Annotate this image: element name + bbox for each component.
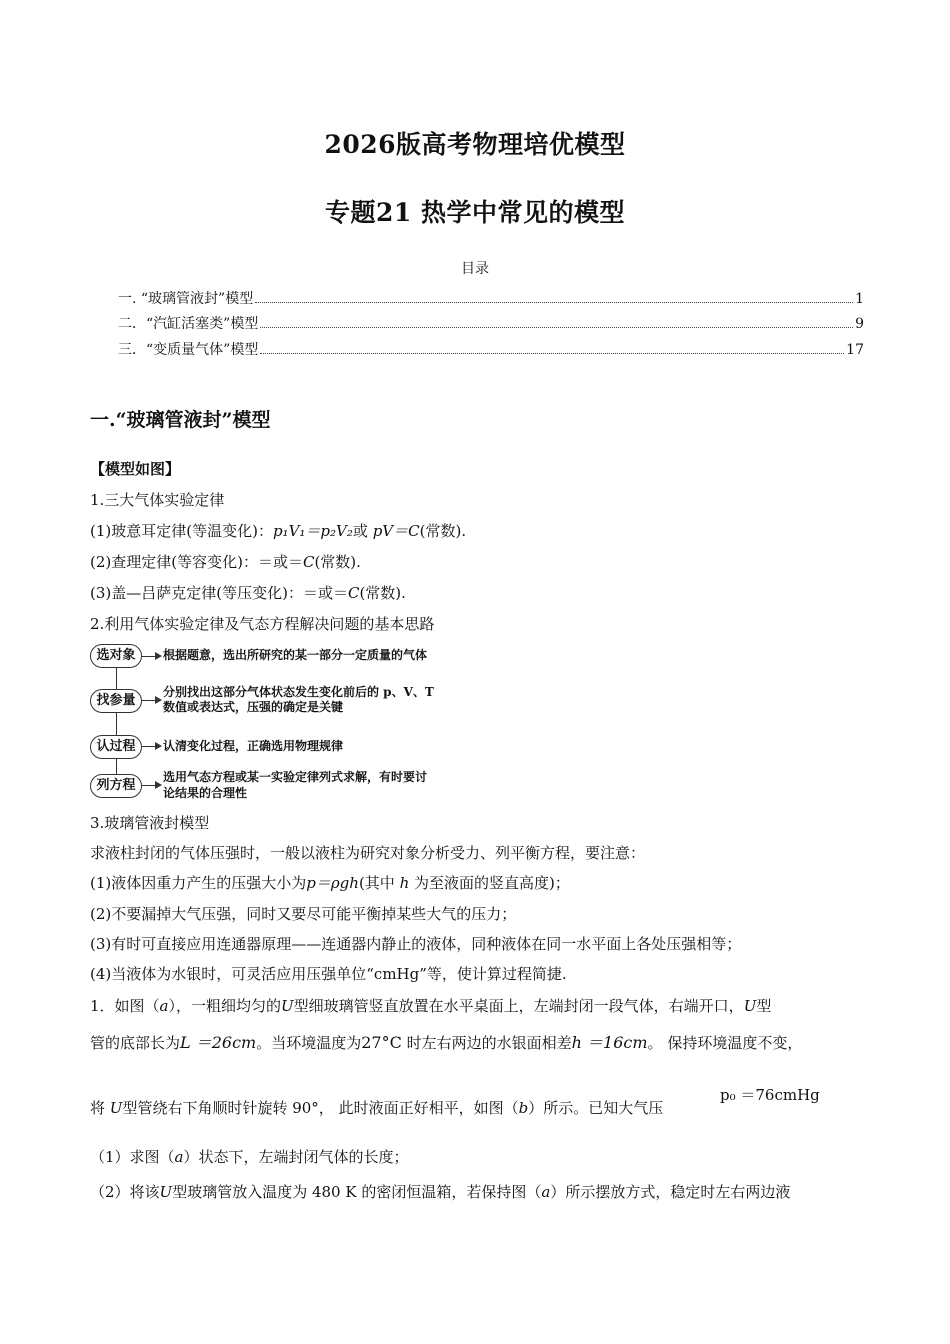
flow-text: 数值或表达式，压强的确定是关键 — [163, 700, 344, 714]
flow-node: 选对象 — [90, 644, 142, 668]
arrow-right-icon — [142, 656, 160, 657]
flow-text: 论结果的合理性 — [163, 786, 248, 800]
flow-node: 列方程 — [90, 774, 142, 798]
equation: p₀ ＝76cmHg — [720, 1086, 820, 1104]
toc-leader — [255, 301, 853, 303]
flow-text: 选用气态方程或某一实验定律列式求解，有时要讨 — [163, 770, 428, 784]
section-heading: 一.“玻璃管液封”模型 — [90, 409, 271, 431]
arrow-right-icon — [142, 746, 160, 747]
text-line — [90, 873, 570, 893]
flow-text: 根据题意，选出所研究的某一部分一定质量的气体 — [163, 648, 428, 662]
flow-text: 分别找出这部分气体状态发生变化前后的 p、V、T — [163, 685, 434, 699]
document-subtitle: 专题21 热学中常见的模型 — [325, 198, 625, 227]
equation: h ＝16cm — [571, 1033, 648, 1052]
text-span: ）状态下，左端封闭气体的长度； — [183, 1148, 409, 1166]
model-tag: 【模型如图】 — [90, 460, 181, 478]
equation: pV＝C — [372, 522, 420, 540]
toc-item-page[interactable]: 1 — [855, 291, 864, 307]
toc-item[interactable] — [118, 341, 864, 359]
flow-connector — [116, 712, 117, 736]
text-line — [90, 521, 466, 541]
symbol: C — [347, 584, 360, 602]
question-line — [90, 1033, 802, 1053]
question-line — [90, 1182, 790, 1202]
flow-node: 找参量 — [90, 689, 142, 713]
text-span: 管的底部长为 — [90, 1034, 181, 1052]
question-line — [90, 1147, 409, 1167]
symbol: U — [109, 1099, 123, 1117]
toc-item-label[interactable]: 二．“汽缸活塞类”模型 — [118, 316, 259, 332]
text-span: 。 保持环境温度不变， — [647, 1034, 803, 1052]
text-span: 型细玻璃管竖直放置在水平桌面上，左端封闭一段气体，右端开口， — [293, 997, 744, 1015]
toc-item-label[interactable]: 一. “玻璃管液封”模型 — [118, 291, 254, 307]
text-line — [90, 552, 361, 572]
text-line: (2)不要漏掉大气压强，同时又要尽可能平衡掉某些大气的压力； — [90, 905, 517, 923]
question-line — [90, 996, 771, 1016]
text-span: 1．如图（ — [90, 997, 160, 1015]
text-line: 1.三大气体实验定律 — [90, 491, 225, 509]
text-line: (4)当液体为水银时，可灵活应用压强单位“cmHg”等，使计算过程简捷. — [90, 965, 567, 983]
toc-leader — [260, 326, 853, 328]
symbol: a — [159, 997, 169, 1015]
symbol: h — [399, 874, 410, 892]
symbol: U — [743, 997, 757, 1015]
toc-item-page[interactable]: 17 — [846, 342, 864, 358]
text-span: (其中 — [358, 874, 395, 892]
text-span: (2)查理定律(等容变化)：＝或＝ — [90, 553, 303, 571]
text-span: 将 — [90, 1099, 106, 1117]
text-span: 型管绕右下角顺时针旋转 90°， 此时液面正好相平，如图（ — [122, 1099, 519, 1117]
flow-node: 认过程 — [90, 735, 142, 759]
text-span: (常数). — [314, 553, 361, 571]
text-line: 3.玻璃管液封模型 — [90, 814, 210, 832]
toc-item-page[interactable]: 9 — [855, 316, 864, 332]
text-span: （2）将该 — [90, 1183, 160, 1201]
symbol: C — [302, 553, 315, 571]
document-title: 2026版高考物理培优模型 — [324, 130, 626, 159]
text-span: 或 — [352, 522, 368, 540]
text-span: （1）求图（ — [90, 1148, 175, 1166]
text-span: 型 — [756, 997, 772, 1015]
toc-item-label[interactable]: 三．“变质量气体”模型 — [118, 342, 259, 358]
toc-item[interactable] — [118, 315, 864, 333]
equation: 27°C — [361, 1033, 402, 1052]
question-line — [90, 1098, 663, 1118]
text-span: (1)液体因重力产生的压强大小为 — [90, 874, 307, 892]
toc-leader — [260, 352, 844, 354]
text-span: (1)玻意耳定律(等温变化)： — [90, 522, 273, 540]
symbol: U — [159, 1183, 173, 1201]
equation: L ＝26cm — [180, 1033, 257, 1052]
text-span: ），一粗细均匀的 — [168, 997, 282, 1015]
text-span: 。当环境温度为 — [256, 1034, 362, 1052]
text-span: ）所示摆放方式，稳定时左右两边液 — [550, 1183, 791, 1201]
text-span: ）所示。已知大气压 — [528, 1099, 664, 1117]
symbol: b — [518, 1099, 529, 1117]
text-span: 时左右两边的水银面相差 — [406, 1034, 572, 1052]
symbol: U — [281, 997, 294, 1015]
equation: p₁V₁＝p₂V₂ — [272, 522, 353, 540]
symbol: a — [541, 1183, 551, 1201]
text-line: (3)有时可直接应用连通器原理——连通器内静止的液体，同种液体在同一水平面上各处压强相等； — [90, 935, 742, 953]
symbol: a — [174, 1148, 184, 1166]
arrow-right-icon — [142, 785, 160, 786]
arrow-right-icon — [142, 700, 160, 701]
toc-heading: 目录 — [461, 261, 489, 277]
text-span: (常数). — [419, 522, 467, 540]
text-line: 求液柱封闭的气体压强时，一般以液柱为研究对象分析受力、列平衡方程，要注意： — [90, 844, 646, 862]
flow-connector — [116, 758, 117, 774]
text-span: (常数). — [359, 584, 406, 602]
equation: p＝ρgh — [306, 874, 359, 892]
toc-item[interactable] — [118, 290, 864, 308]
text-span: 型玻璃管放入温度为 480 K 的密闭恒温箱，若保持图（ — [172, 1183, 542, 1201]
text-span: 为至液面的竖直高度)； — [414, 874, 570, 892]
flow-connector — [116, 668, 117, 690]
text-line: 2.利用气体实验定律及气态方程解决问题的基本思路 — [90, 615, 435, 633]
text-line — [90, 583, 406, 603]
text-span: (3)盖—吕萨克定律(等压变化)：＝或＝ — [90, 584, 348, 602]
flow-text: 认清变化过程，正确选用物理规律 — [163, 739, 344, 753]
